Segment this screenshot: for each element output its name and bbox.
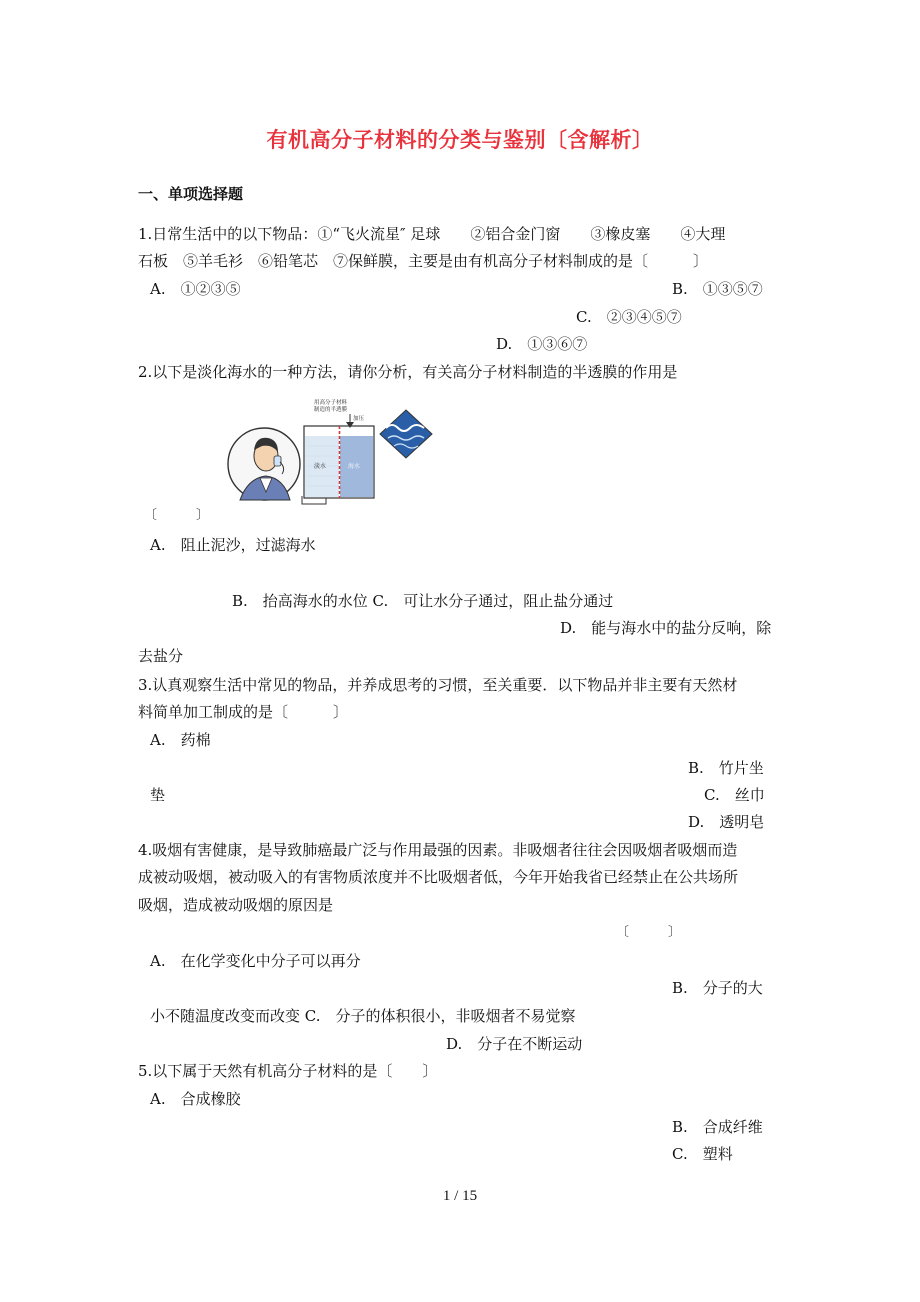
q5-stem: 5.以下属于天然有机高分子材料的是〔 〕: [138, 1062, 438, 1080]
q1-stem-line2: 石板 ⑤羊毛衫 ⑥铅笔芯 ⑦保鲜膜，主要是由有机高分子材料制成的是〔 〕: [138, 252, 709, 270]
q3-stem-line2: 料简单加工制成的是〔 〕: [138, 703, 349, 721]
q5-option-b: B. 合成纤维: [672, 1118, 763, 1136]
q1-option-a: A. ①②③⑤: [150, 280, 241, 298]
q2-stem-line1: 2.以下是淡化海水的一种方法，请你分析，有关高分子材料制造的半透膜的作用是: [138, 363, 678, 381]
q3-option-b-line1: B. 竹片坐: [688, 759, 764, 777]
q2-option-b-c: B. 抬高海水的水位 C. 可让水分子通过，阻止盐分通过: [232, 592, 614, 610]
q4-stem-line1: 4.吸烟有害健康，是导致肺癌最广泛与作用最强的因素。非吸烟者往往会因吸烟者吸烟而造: [138, 841, 738, 859]
q3-option-c: C. 丝巾: [704, 786, 765, 804]
q5-option-c: C. 塑料: [672, 1145, 733, 1163]
q5-option-a: A. 合成橡胶: [150, 1090, 241, 1108]
page-title: 有机高分子材料的分类与鉴别〔含解析〕: [266, 128, 654, 152]
q4-stem-line3: 吸烟，造成被动吸烟的原因是: [138, 896, 334, 914]
sea-water-icon: [380, 410, 432, 458]
q4-option-d: D. 分子在不断运动: [446, 1035, 583, 1053]
q3-option-a: A. 药棉: [150, 731, 211, 749]
q3-option-d: D. 透明皂: [688, 813, 765, 831]
q4-option-b-line1: B. 分子的大: [672, 979, 763, 997]
page-number: 1 / 15: [442, 1188, 478, 1204]
fresh-water-label: 淡水: [314, 463, 327, 470]
q1-option-c: C. ②③④⑤⑦: [576, 308, 682, 326]
q3-stem-line1: 3.认真观察生活中常见的物品，并养成思考的习惯，至关重要．以下物品并非主要有天然材: [138, 676, 738, 694]
pressure-label: 加压: [353, 416, 365, 422]
q1-option-d: D. ①③⑥⑦: [496, 335, 588, 353]
q2-option-d-line1: D. 能与海水中的盐分反响，除: [560, 619, 772, 637]
q1-stem-line1: 1.日常生活中的以下物品：①“飞火流星″ 足球 ②铝合金门窗 ③橡皮塞 ④大理: [138, 225, 726, 243]
person-drinking-icon: [228, 428, 300, 500]
q2-option-a: A. 阻止泥沙，过滤海水: [150, 536, 316, 554]
desalination-tank: [302, 398, 374, 504]
q4-answer-bracket: 〔 〕: [616, 925, 682, 940]
q4-option-b-c: 小不随温度改变而改变 C. 分子的体积很小，非吸烟者不易觉察: [150, 1007, 576, 1025]
sea-water-label: 海水: [348, 463, 361, 470]
desalination-figure: [226, 396, 436, 514]
q4-option-a: A. 在化学变化中分子可以再分: [150, 952, 361, 970]
q4-stem-line2: 成被动吸烟，被动吸入的有害物质浓度并不比吸烟者低，今年开始我省已经禁止在公共场所: [138, 868, 739, 886]
q2-answer-bracket: 〔 〕: [144, 508, 210, 523]
section-heading: 一、单项选择题: [138, 185, 244, 203]
membrane-label-2: 制造的半透膜: [314, 407, 348, 413]
membrane-label-1: 用高分子材料: [314, 400, 348, 406]
q1-option-b: B. ①③⑤⑦: [672, 280, 763, 298]
q2-option-d-line2: 去盐分: [138, 647, 184, 665]
q3-option-b-line2: 垫: [150, 786, 166, 804]
